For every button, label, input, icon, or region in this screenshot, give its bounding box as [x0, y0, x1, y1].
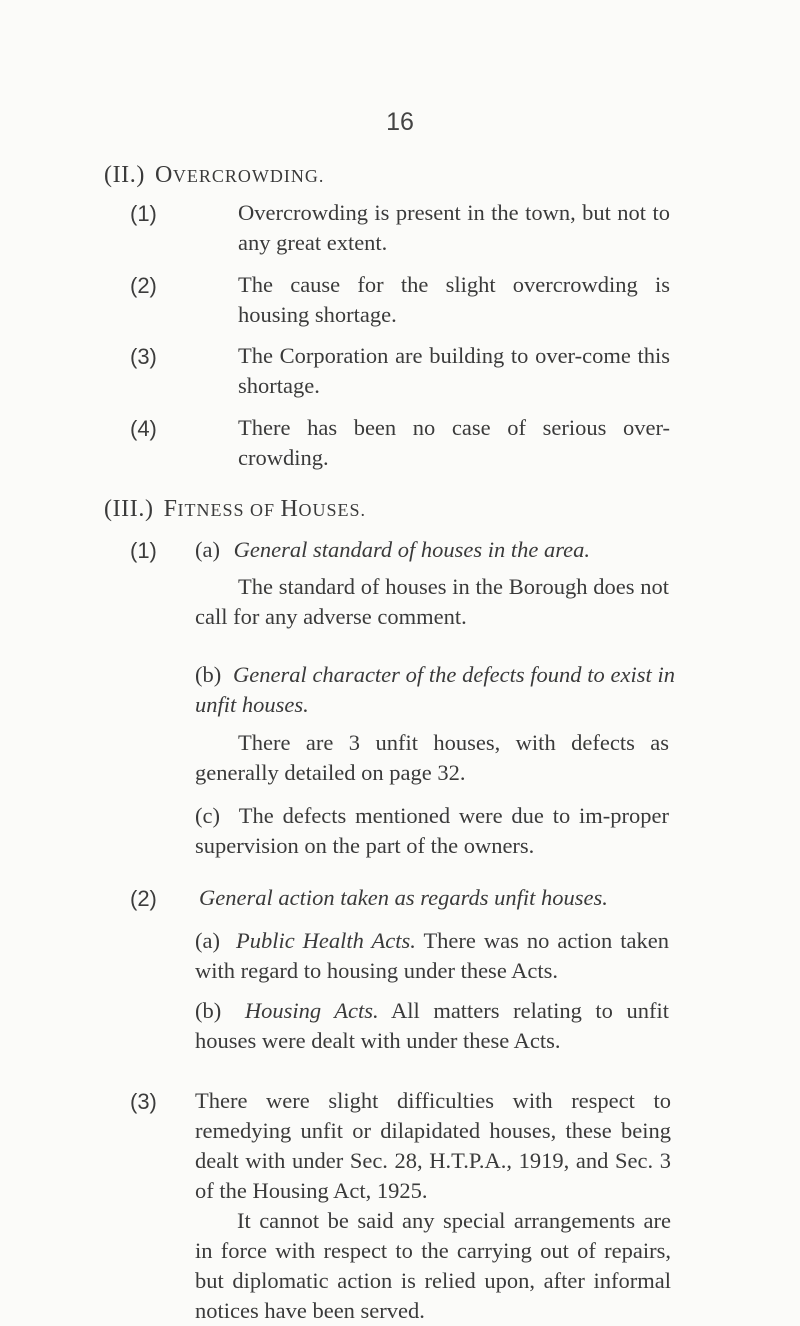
section-title-initial: H [280, 496, 299, 522]
paragraph: There are 3 unfit houses, with defects as generally detailed on page 32. [195, 730, 669, 785]
section-title-rest: ITNESS OF [177, 500, 281, 520]
item-number: (3) [130, 344, 157, 369]
paragraph: The Corporation are building to over-come this shortage. [238, 343, 670, 398]
sub-label: (b) [195, 662, 222, 687]
section-heading-overcrowding [104, 162, 324, 189]
item-number: (2) [130, 886, 157, 911]
sub-label: (a) [195, 537, 220, 562]
item-number: (1) [130, 201, 157, 226]
subheading: General action taken as regards unfit houses. [199, 885, 608, 910]
paragraph-text: All matters relating to unfit houses were dealt with under these Acts. [195, 998, 669, 1053]
paragraph: There has been no case of serious over-crowding. [238, 415, 670, 470]
section-title-initial: F [163, 496, 178, 522]
paragraph [195, 996, 669, 1056]
subheading [195, 535, 663, 565]
paragraph: There were slight difficulties with respect to remedying unfit or dilapidated houses, these being dealt with under Sec. 28, H.T.P.A., 1919, and Sec. 3 of the Housing Act, 1925. [195, 1088, 671, 1203]
paragraph [195, 660, 675, 720]
item-number: (2) [130, 273, 157, 298]
section-number: (III.) [104, 496, 154, 522]
paragraph-text: The defects mentioned were due to im-proper supervision on the part of the owners. [195, 803, 669, 858]
paragraph [195, 801, 669, 861]
subheading-text: Public Health Acts. [235, 928, 416, 953]
item-number: (3) [130, 1089, 157, 1114]
subheading-text: General standard of houses in the area. [233, 537, 591, 562]
paragraph [195, 926, 669, 986]
subheading-text: General character of the defects found to exist in unfit houses. [195, 662, 675, 717]
sub-label: (a) [195, 928, 220, 953]
paragraph: The cause for the slight overcrowding is housing shortage. [238, 272, 670, 327]
sub-label: (b) [195, 998, 222, 1023]
item-number: (1) [130, 538, 157, 563]
section-title-rest: OUSES. [298, 500, 366, 520]
section-heading-fitness-of-houses [104, 496, 366, 523]
paragraph-text: There was no action taken with regard to housing under these Acts. [195, 928, 670, 983]
section-title-initial: O [154, 162, 173, 188]
subheading-text: Housing Acts. [244, 998, 379, 1023]
paragraph: It cannot be said any special arrangements are in force with respect to the carrying out of repairs, but diplomatic action is relied upon, after informal notices have been served. [195, 1208, 671, 1323]
paragraph: The standard of houses in the Borough does not call for any adverse comment. [195, 574, 669, 629]
section-number: (II.) [104, 162, 145, 188]
page-number: 16 [386, 108, 414, 136]
paragraph: Overcrowding is present in the town, but not to any great extent. [238, 200, 670, 255]
sub-label: (c) [195, 803, 220, 828]
section-title-rest: VERCROWDING. [172, 166, 325, 186]
item-number: (4) [130, 416, 157, 441]
